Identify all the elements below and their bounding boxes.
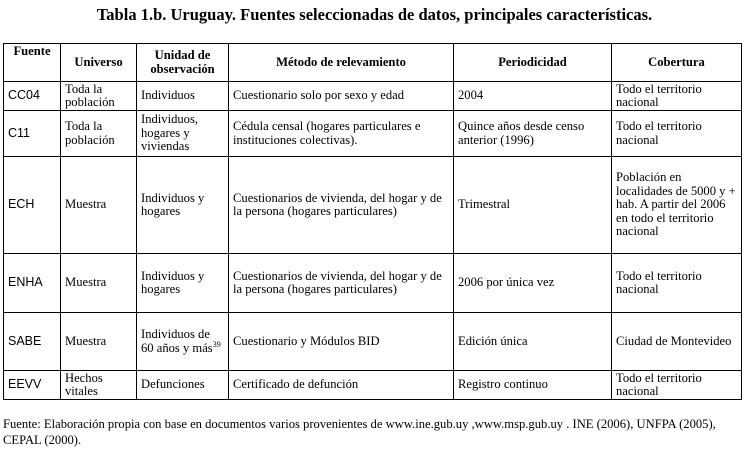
header-cobertura: Cobertura — [612, 44, 742, 82]
cell-cobertura: Todo el territorio nacional — [612, 254, 742, 313]
cell-metodo: Cuestionario y Módulos BID — [229, 313, 454, 371]
cell-unidad — [137, 254, 229, 313]
cell-periodicidad: 2006 por única vez — [454, 254, 612, 313]
cell-cobertura: Todo el territorio nacional — [612, 371, 742, 400]
cell-cobertura: Población en localidades de 5000 y + hab. A partir del 2006 en todo el territorio nacional — [612, 157, 742, 254]
cell-metodo: Cuestionario solo por sexo y edad — [229, 82, 454, 111]
data-sources-table — [3, 43, 742, 400]
cell-periodicidad: Registro continuo — [454, 371, 612, 400]
cell-fuente: EEVV — [4, 371, 61, 400]
cell-periodicidad: Quince años desde censo anterior (1996) — [454, 111, 612, 157]
cell-periodicidad: 2004 — [454, 82, 612, 111]
cell-fuente: ENHA — [4, 254, 61, 313]
cell-unidad — [137, 371, 229, 400]
cell-universo: Muestra — [61, 313, 137, 371]
cell-fuente: SABE — [4, 313, 61, 371]
cell-universo: Toda la población — [61, 82, 137, 111]
cell-metodo: Certificado de defunción — [229, 371, 454, 400]
cell-unidad-text: Individuos y hogares — [141, 190, 205, 218]
cell-metodo: Cuestionarios de vivienda, del hogar y de la persona (hogares particulares) — [229, 157, 454, 254]
table-row — [4, 254, 742, 313]
cell-universo: Toda la población — [61, 111, 137, 157]
table-title: Tabla 1.b. Uruguay. Fuentes seleccionadas de datos, principales características. — [96, 5, 653, 24]
table-row — [4, 157, 742, 254]
cell-metodo: Cédula censal (hogares particulares e instituciones colectivas). — [229, 111, 454, 157]
header-periodicidad: Periodicidad — [454, 44, 612, 82]
cell-cobertura: Todo el territorio nacional — [612, 82, 742, 111]
table-row — [4, 82, 742, 111]
cell-universo: Muestra — [61, 254, 137, 313]
table-row — [4, 111, 742, 157]
header-row — [4, 44, 742, 82]
cell-universo: Muestra — [61, 157, 137, 254]
cell-unidad — [137, 157, 229, 254]
cell-cobertura: Ciudad de Montevideo — [612, 313, 742, 371]
cell-fuente: CC04 — [4, 82, 61, 111]
header-fuente: Fuente — [4, 44, 61, 82]
cell-universo: Hechos vitales — [61, 371, 137, 400]
table-row — [4, 371, 742, 400]
cell-unidad — [137, 82, 229, 111]
cell-cobertura: Todo el territorio nacional — [612, 111, 742, 157]
cell-periodicidad: Trimestral — [454, 157, 612, 254]
cell-unidad — [137, 313, 229, 371]
cell-unidad-text: Individuos, hogares y viviendas — [141, 112, 199, 154]
cell-unidad-text: Individuos y hogares — [141, 268, 205, 296]
cell-unidad — [137, 111, 229, 157]
cell-fuente: C11 — [4, 111, 61, 157]
cell-fuente: ECH — [4, 157, 61, 254]
footnote-marker: 39 — [212, 339, 221, 349]
cell-periodicidad: Edición única — [454, 313, 612, 371]
cell-unidad-text: Individuos — [141, 88, 195, 103]
cell-unidad-text: Individuos de 60 años y más — [141, 327, 213, 355]
cell-metodo: Cuestionarios de vivienda, del hogar y de la persona (hogares particulares) — [229, 254, 454, 313]
header-metodo: Método de relevamiento — [229, 44, 454, 82]
source-note: Fuente: Elaboración propia con base en documentos varios provenientes de www.ine.gub.uy ,www.msp.gub.uy . INE (2006), UNFPA (2005), CEPAL (2000). — [3, 417, 716, 447]
cell-unidad-text: Defunciones — [141, 377, 205, 392]
header-universo: Universo — [61, 44, 137, 82]
header-unidad: Unidad de observación — [137, 44, 229, 82]
table-row — [4, 313, 742, 371]
